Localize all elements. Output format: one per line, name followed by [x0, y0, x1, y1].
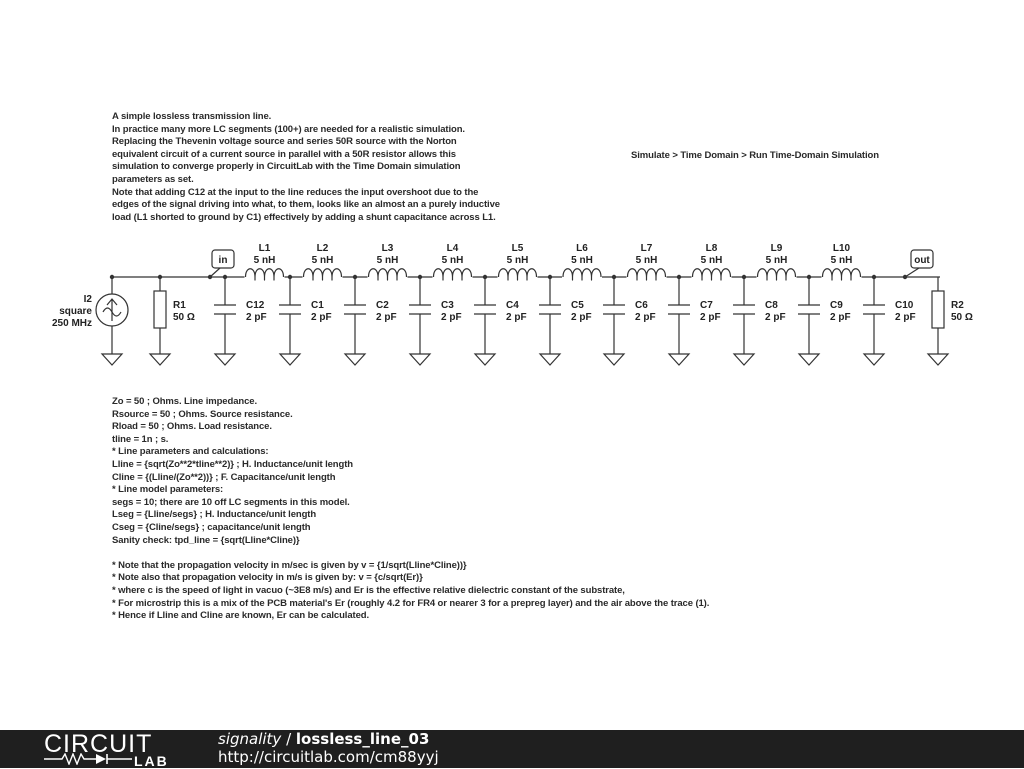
junction-dot [548, 275, 552, 279]
capacitor-c6 [603, 305, 625, 314]
project-user[interactable]: signality [218, 730, 282, 748]
intro-note-line: equivalent circuit of a current source in parallel with a 50R resistor allows this [112, 148, 456, 160]
inductor-value-label: 5 nH [311, 255, 334, 266]
inductor-value-label: 5 nH [635, 255, 658, 266]
resistor-r1 [154, 291, 166, 328]
ground-symbol [410, 354, 430, 365]
inductor-name-label: L5 [511, 243, 524, 254]
param-note-line: Zo = 50 ; Ohms. Line impedance. [112, 396, 257, 407]
junction-dot [288, 275, 292, 279]
ground-symbol [604, 354, 624, 365]
junction-dot [677, 275, 681, 279]
capacitor-value-label: 2 pF [635, 312, 656, 323]
parameter-notes [112, 396, 709, 623]
capacitor-value-label: 2 pF [895, 312, 916, 323]
param-note-line: * where c is the speed of light in vacuo (~3E8 m/s) and Er is the effective relative dielectric constant of the substrate, [112, 584, 625, 596]
inductor-value-label: 5 nH [253, 255, 276, 266]
inductor-value-label: 5 nH [506, 255, 529, 266]
project-url[interactable]: http://circuitlab.com/cm88yyj [218, 748, 439, 766]
capacitor-name-label: C2 [376, 300, 389, 311]
capacitor-name-label: C7 [700, 300, 713, 311]
junction-dot [158, 275, 162, 279]
r2-name-label: R2 [951, 300, 964, 311]
ground-symbol [799, 354, 819, 365]
capacitor-c5 [539, 305, 561, 314]
intro-note-line: load (L1 shorted to ground by C1) effectively by adding a shunt capacitance across L1. [112, 211, 496, 223]
node-out-flag-leader [905, 268, 919, 277]
r1-name-label: R1 [173, 300, 186, 311]
logo-circuit-text: CIRCUIT [44, 730, 153, 758]
param-note-line: Cseg = {Cline/segs} ; capacitance/unit length [112, 521, 311, 533]
inductor-value-label: 5 nH [571, 255, 593, 266]
inductor-name-label: L3 [381, 243, 394, 254]
ground-symbol [734, 354, 754, 365]
capacitor-value-label: 2 pF [506, 312, 527, 323]
inductor-value-label: 5 nH [830, 255, 853, 266]
param-note-line: segs = 10; there are 10 off LC segments in this model. [112, 496, 350, 508]
junction-dot [418, 275, 422, 279]
inductor-value-label: 5 nH [376, 255, 399, 266]
inductor-value-label: 5 nH [441, 255, 464, 266]
param-note-line: * Note also that propagation velocity in m/s is given by: v = {c/sqrt(Er)} [112, 572, 423, 584]
ground-symbol [540, 354, 560, 365]
capacitor-c10 [863, 305, 885, 314]
resistor-r2 [932, 291, 944, 328]
param-note-line: Rload = 50 ; Ohms. Load resistance. [112, 421, 272, 433]
junction-dot [807, 275, 811, 279]
capacitor-c1 [279, 305, 301, 314]
junction-dot [872, 275, 876, 279]
capacitor-value-label: 2 pF [246, 312, 267, 323]
r2-value-label: 50 Ω [951, 312, 973, 323]
param-note-line: * Line model parameters: [112, 484, 224, 496]
param-note-line: Sanity check: tpd_line = {sqrt(Lline*Cline)} [112, 534, 300, 546]
junction-dot [110, 275, 114, 279]
inductor-value-label: 5 nH [700, 255, 723, 266]
param-note-line [112, 547, 709, 560]
capacitor-value-label: 2 pF [376, 312, 397, 323]
inductor-name-label: L6 [576, 243, 588, 254]
junction-dot [483, 275, 487, 279]
project-title[interactable] [218, 731, 429, 748]
ground-symbol [864, 354, 884, 365]
source-frequency-label: 250 MHz [51, 318, 92, 329]
capacitor-value-label: 2 pF [571, 312, 592, 323]
param-note-line: Cline = {(Lline/(Zo**2))} ; F. Capacitance/unit length [112, 471, 336, 483]
source-arrow [107, 299, 117, 321]
inductor-name-label: L8 [705, 243, 718, 254]
capacitor-name-label: C10 [895, 300, 914, 311]
junction-dot [353, 275, 357, 279]
ground-symbol [102, 354, 122, 365]
intro-note-line: A simple lossless transmission line. [112, 111, 272, 122]
inductor-value-label: 5 nH [765, 255, 788, 266]
param-note-line: Lseg = {Lline/segs} ; H. Inductance/unit length [112, 509, 317, 521]
capacitor-c4 [474, 305, 496, 314]
param-note-line: * Hence if Lline and Cline are known, Er can be calculated. [112, 610, 370, 622]
capacitor-c3 [409, 305, 431, 314]
source-name-label: I2 [83, 294, 92, 305]
capacitor-value-label: 2 pF [830, 312, 851, 323]
junction-dot [208, 275, 212, 279]
components-layer [96, 250, 948, 365]
intro-note-line: In practice many more LC segments (100+) are needed for a realistic simulation. [112, 123, 465, 135]
capacitor-c7 [668, 305, 690, 314]
project-separator: / [281, 730, 296, 748]
ground-symbol [669, 354, 689, 365]
logo-waveform-icon [44, 753, 134, 765]
ground-symbol [215, 354, 235, 365]
inductor-name-label: L1 [258, 243, 271, 254]
simulation-path-note: Simulate > Time Domain > Run Time-Domain Simulation [631, 150, 879, 161]
inductor-name-label: L9 [770, 243, 783, 254]
node-in-flag-label: in [218, 255, 228, 266]
capacitor-value-label: 2 pF [441, 312, 462, 323]
param-note-line: Lline = {sqrt(Zo**2*tline**2)} ; H. Inductance/unit length [112, 458, 353, 470]
capacitor-value-label: 2 pF [765, 312, 786, 323]
inductor-name-label: L4 [446, 243, 459, 254]
inductor-name-label: L10 [832, 243, 851, 254]
junction-dot [612, 275, 616, 279]
param-note-line: tline = 1n ; s. [112, 433, 169, 445]
capacitor-name-label: C8 [765, 300, 778, 311]
circuitlab-logo[interactable] [44, 732, 174, 768]
capacitor-value-label: 2 pF [311, 312, 332, 323]
capacitor-value-label: 2 pF [700, 312, 721, 323]
labels-layer [52, 243, 973, 329]
capacitor-c9 [798, 305, 820, 314]
param-note-line: * Line parameters and calculations: [112, 446, 269, 458]
intro-note-line: edges of the signal driving into what, to them, looks like an almost an a purely inductive [112, 199, 500, 211]
capacitor-name-label: C1 [311, 300, 324, 311]
intro-note-line: simulation to converge properly in CircuitLab with the Time Domain simulation [112, 161, 461, 173]
param-note-line: * Note that the propagation velocity in m/sec is given by v = {1/sqrt(Lline*Cline))} [112, 559, 467, 571]
intro-note-line: parameters as set. [112, 173, 194, 185]
logo-lab-text: LAB [134, 753, 169, 769]
node-out-flag-label: out [914, 255, 930, 266]
inductor-name-label: L2 [316, 243, 329, 254]
intro-note-line: Note that adding C12 at the input to the line reduces the input overshoot due to the [112, 186, 479, 198]
capacitor-name-label: C6 [635, 300, 648, 311]
capacitor-name-label: C4 [506, 300, 519, 311]
ground-symbol [345, 354, 365, 365]
junction-dot [903, 275, 907, 279]
capacitor-name-label: C12 [246, 300, 265, 311]
intro-note-line: Replacing the Thevenin voltage source and series 50R source with the Norton [112, 136, 457, 148]
capacitor-name-label: C9 [830, 300, 843, 311]
source-waveform-label: square [59, 306, 92, 317]
ground-symbol [475, 354, 495, 365]
capacitor-c2 [344, 305, 366, 314]
param-note-line: * For microstrip this is a mix of the PCB material's Er (roughly 4.2 for FR4 or nearer 3 for a prepreg layer) and the air above the trace (1). [112, 597, 710, 609]
junction-dot [742, 275, 746, 279]
inductor-name-label: L7 [640, 243, 653, 254]
param-note-line: Rsource = 50 ; Ohms. Source resistance. [112, 408, 293, 420]
capacitor-name-label: C3 [441, 300, 454, 311]
junction-dot [223, 275, 227, 279]
capacitor-c8 [733, 305, 755, 314]
ground-symbol [150, 354, 170, 365]
capacitor-name-label: C5 [571, 300, 584, 311]
capacitor-c12 [214, 305, 236, 314]
ground-symbol [928, 354, 948, 365]
r1-value-label: 50 Ω [173, 312, 195, 323]
ground-symbol [280, 354, 300, 365]
project-name[interactable]: lossless_line_03 [295, 730, 430, 748]
